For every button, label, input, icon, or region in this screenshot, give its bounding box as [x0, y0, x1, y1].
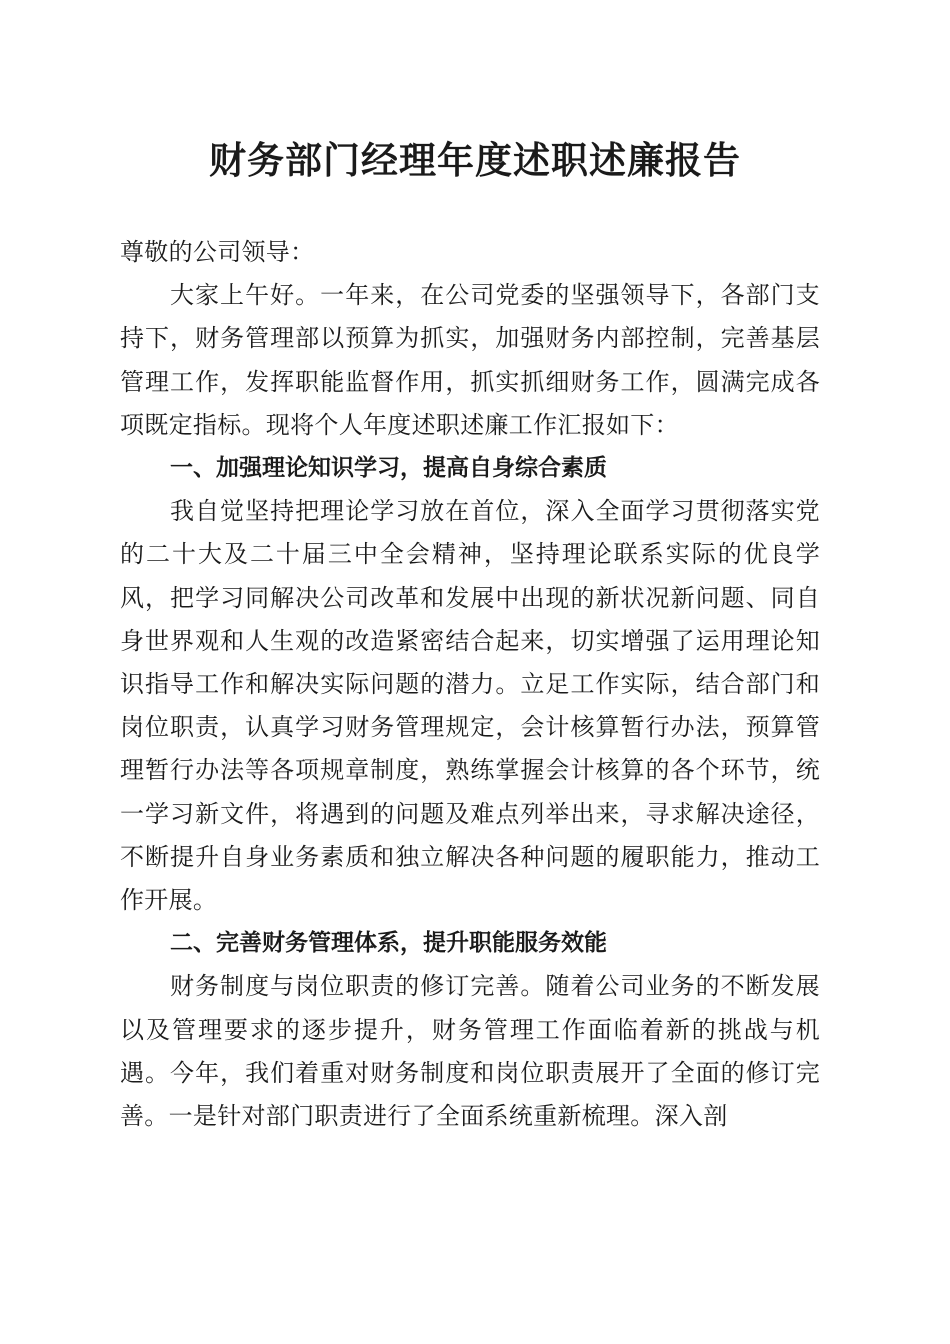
section-2-paragraph: 财务制度与岗位职责的修订完善。随着公司业务的不断发展以及管理要求的逐步提升，财务管理工作面临着新的挑战与机遇。今年，我们着重对财务制度和岗位职责展开了全面的修订完善。一是针对部门职责进行了全面系统重新梳理。深入剖 [120, 972, 820, 1131]
section-1-heading: 一、加强理论知识学习，提高自身综合素质 [170, 455, 607, 482]
salutation: 尊敬的公司领导： [120, 238, 315, 266]
document-title: 财务部门经理年度述职述廉报告 [209, 138, 741, 182]
document-body [120, 231, 820, 1138]
section-2-heading: 二、完善财务管理体系，提升职能服务效能 [170, 930, 607, 957]
intro-paragraph: 大家上午好。一年来，在公司党委的坚强领导下，各部门支持下，财务管理部以预算为抓实，加强财务内部控制，完善基层管理工作，发挥职能监督作用，抓实抓细财务工作，圆满完成各项既定指标。现将个人年度述职述廉工作汇报如下： [120, 281, 820, 439]
section-1-paragraph: 我自觉坚持把理论学习放在首位，深入全面学习贯彻落实党的二十大及二十届三中全会精神，坚持理论联系实际的优良学风，把学习同解决公司改革和发展中出现的新状况新问题、同自身世界观和人生观的改造紧密结合起来，切实增强了运用理论知识指导工作和解决实际问题的潜力。立足工作实际，结合部门和岗位职责，认真学习财务管理规定，会计核算暂行办法，预算管理暂行办法等各项规章制度，熟练掌握会计核算的各个环节，统一学习新文件，将遇到的问题及难点列举出来，寻求解决途径，不断提升自身业务素质和独立解决各种问题的履职能力，推动工作开展。 [120, 497, 820, 915]
